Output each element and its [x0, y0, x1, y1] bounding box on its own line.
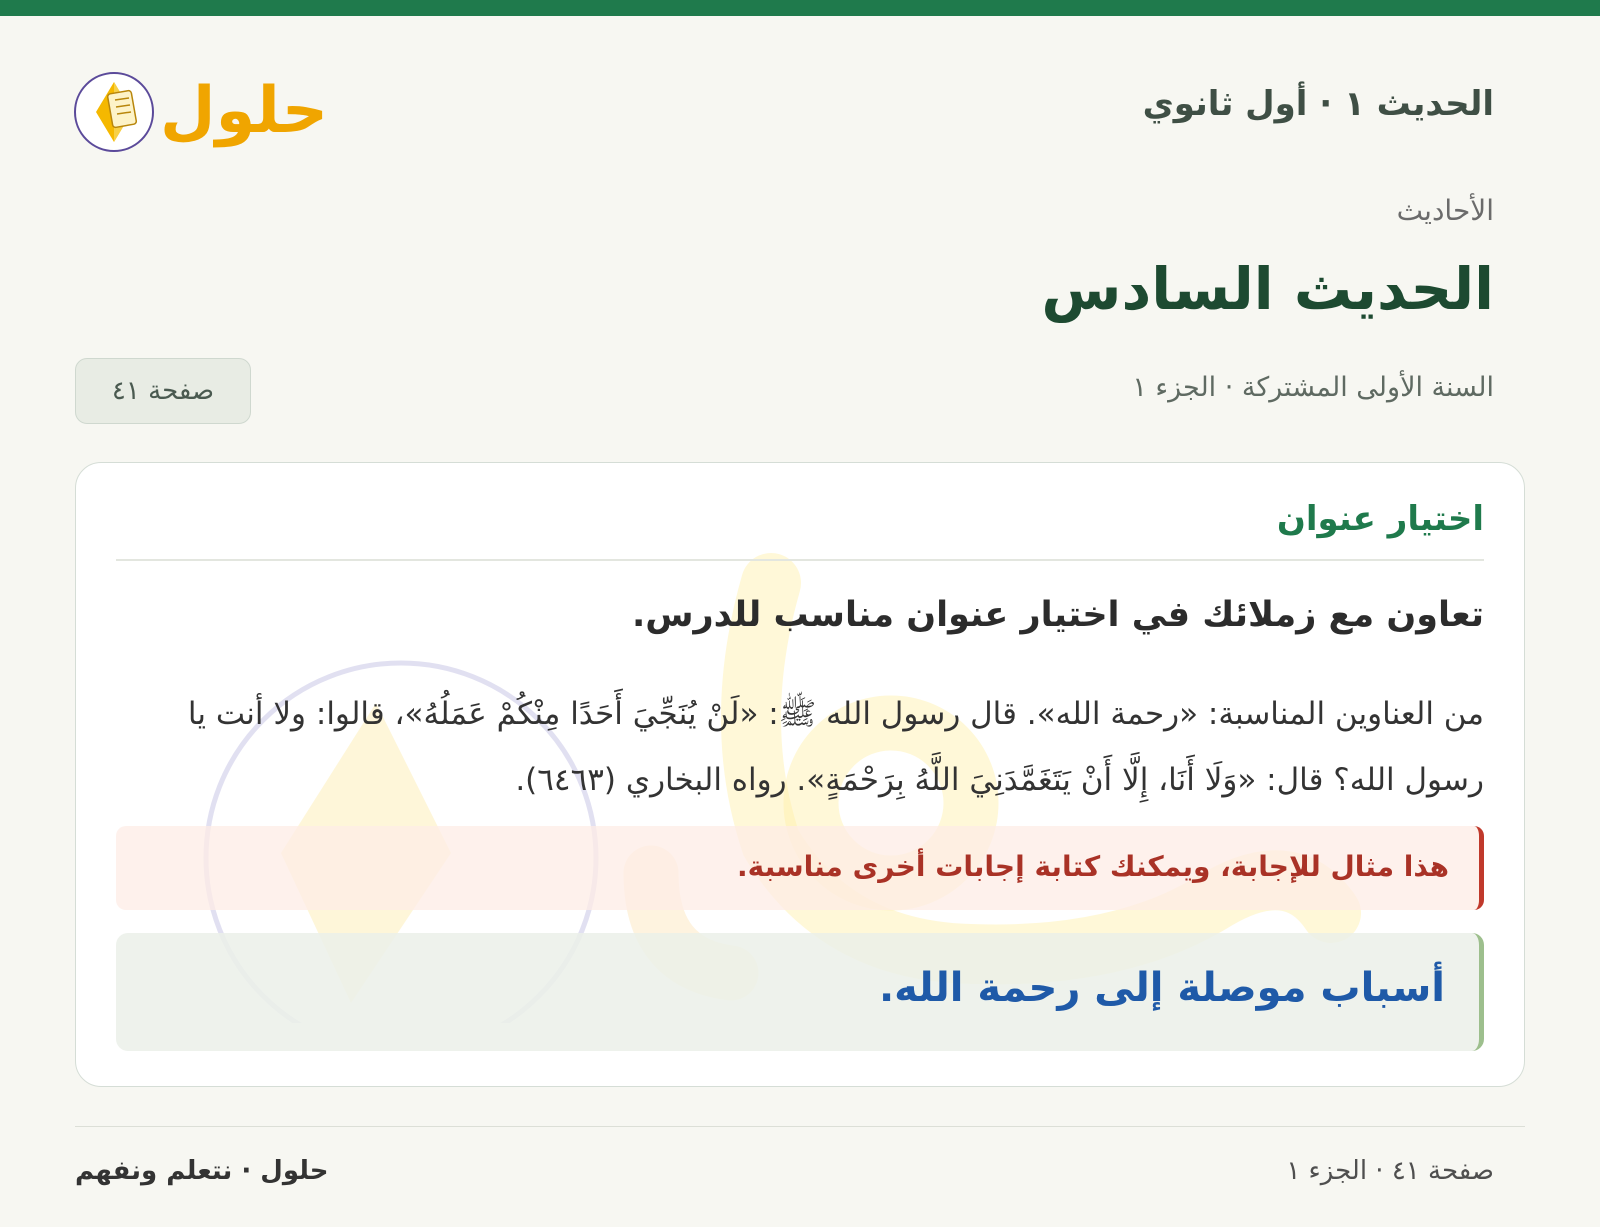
note-box — [116, 826, 1484, 910]
page-badge: صفحة ٤١ — [75, 358, 251, 424]
hadith-body: من العناوين المناسبة: «رحمة الله». قال رسول الله ﷺ: «لَنْ يُنَجِّيَ أَحَدًا مِنْكُمْ عَمَلُهُ»، قالوا: ولا أنت يا رسول الله؟ قال: «وَلَا أَنَا، إِلَّا أَنْ يَتَغَمَّدَنِيَ اللَّهُ بِرَحْمَةٍ». رواه البخاري (٦٤٦٣). — [187, 696, 1484, 798]
lesson-card — [75, 462, 1525, 1087]
category-label: الأحاديث — [1396, 194, 1494, 227]
footer-brand[interactable]: حلول · نتعلم ونفهم — [75, 1156, 329, 1186]
brand-title: الحديث ١ · أول ثانوي — [1142, 84, 1494, 124]
top-accent-bar — [0, 0, 1600, 16]
note-text: هذا مثال للإجابة، ويمكنك كتابة إجابات أخرى مناسبة. — [737, 850, 1449, 883]
book-meta: السنة الأولى المشتركة · الجزء ١ — [1132, 372, 1494, 403]
logo[interactable] — [74, 52, 334, 162]
divider — [116, 559, 1484, 561]
footer-page-info: صفحة ٤١ · الجزء ١ — [1286, 1156, 1494, 1186]
logo-icon — [74, 52, 334, 162]
page-title: الحديث السادس — [1041, 255, 1494, 323]
svg-text:حلول: حلول — [160, 74, 328, 148]
question-text: تعاون مع زملائك في اختيار عنوان مناسب للدرس. — [631, 595, 1484, 635]
answer-text: أسباب موصلة إلى رحمة الله. — [878, 965, 1445, 1011]
footer-divider — [75, 1126, 1525, 1127]
section-title: اختيار عنوان — [1276, 499, 1484, 539]
answer-box — [116, 933, 1484, 1051]
